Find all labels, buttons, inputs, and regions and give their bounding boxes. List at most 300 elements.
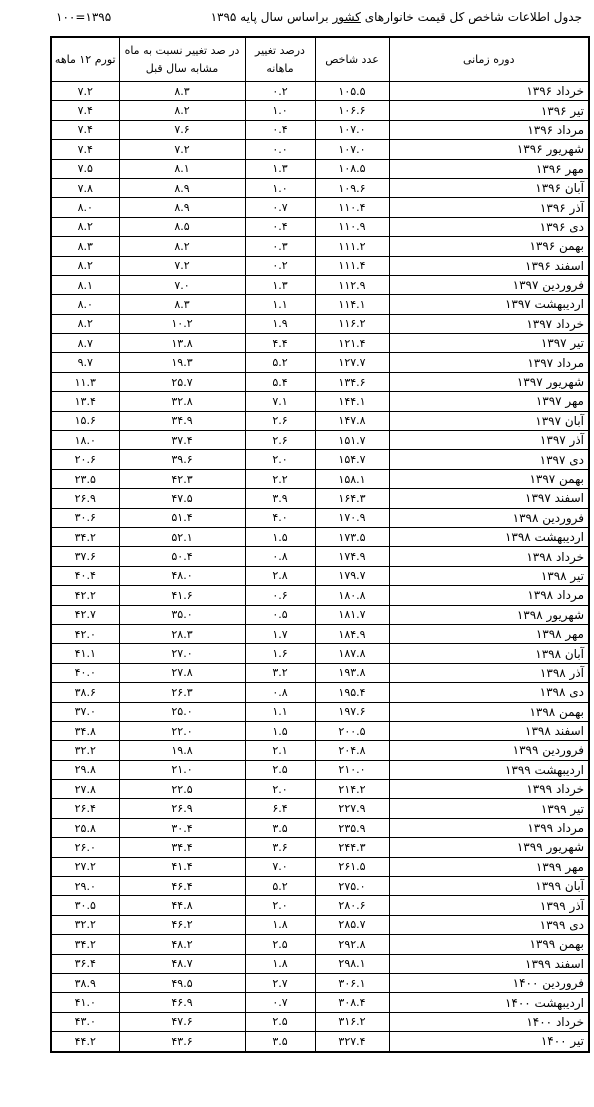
cell-index: ۱۲۷.۷	[315, 353, 389, 372]
cell-period: فروردین ۱۳۹۸	[389, 508, 589, 527]
cell-monthly-change: ۱.۳	[245, 275, 315, 294]
cell-index: ۱۰۵.۵	[315, 82, 389, 101]
cell-monthly-change: ۲.۰	[245, 780, 315, 799]
cell-inflation-12m: ۳۲.۲	[51, 915, 119, 934]
cell-monthly-change: ۵.۴	[245, 372, 315, 391]
cell-period: بهمن ۱۳۹۸	[389, 702, 589, 721]
title-part-1: جدول اطلاعات شاخص کل قیمت خانوارهای	[360, 10, 582, 24]
cell-inflation-12m: ۴۰.۴	[51, 566, 119, 585]
cell-monthly-change: ۱.۸	[245, 915, 315, 934]
cell-index: ۱۱۲.۹	[315, 275, 389, 294]
cell-index: ۱۹۷.۶	[315, 702, 389, 721]
cell-period: تیر ۱۳۹۷	[389, 334, 589, 353]
cell-monthly-change: ۰.۳	[245, 237, 315, 256]
header-period: دوره زمانی	[389, 37, 589, 82]
cell-index: ۱۱۱.۴	[315, 256, 389, 275]
cell-yoy-change: ۲۵.۷	[119, 372, 245, 391]
cell-inflation-12m: ۴۲.۰	[51, 624, 119, 643]
cell-inflation-12m: ۲۹.۰	[51, 877, 119, 896]
cell-index: ۲۲۷.۹	[315, 799, 389, 818]
cell-monthly-change: ۰.۲	[245, 82, 315, 101]
cell-monthly-change: ۲.۰	[245, 450, 315, 469]
table-row	[51, 392, 589, 411]
cell-period: خرداد ۱۳۹۹	[389, 780, 589, 799]
table-row	[51, 431, 589, 450]
cell-monthly-change: ۵.۲	[245, 877, 315, 896]
table-row	[51, 353, 589, 372]
cell-inflation-12m: ۴۳.۰	[51, 1012, 119, 1031]
cell-monthly-change: ۱.۳	[245, 159, 315, 178]
cell-period: مرداد ۱۳۹۹	[389, 818, 589, 837]
cell-index: ۲۱۰.۰	[315, 760, 389, 779]
cell-period: تیر ۱۳۹۹	[389, 799, 589, 818]
cell-period: آبان ۱۳۹۸	[389, 644, 589, 663]
cell-yoy-change: ۸.۳	[119, 82, 245, 101]
cell-inflation-12m: ۸.۰	[51, 295, 119, 314]
cell-period: بهمن ۱۳۹۹	[389, 935, 589, 954]
cell-index: ۱۱۴.۱	[315, 295, 389, 314]
cell-monthly-change: ۲.۶	[245, 411, 315, 430]
cell-yoy-change: ۴۶.۴	[119, 877, 245, 896]
table-row	[51, 217, 589, 236]
title-part-3: براساس سال پایه ۱۳۹۵	[210, 10, 333, 24]
cell-monthly-change: ۱.۵	[245, 527, 315, 546]
cell-inflation-12m: ۹.۷	[51, 353, 119, 372]
cell-inflation-12m: ۴۱.۰	[51, 993, 119, 1012]
cell-yoy-change: ۸.۹	[119, 198, 245, 217]
cell-index: ۱۱۰.۹	[315, 217, 389, 236]
base-year-label: ۱۳۹۵=۱۰۰	[56, 10, 112, 24]
cell-monthly-change: ۲.۱	[245, 741, 315, 760]
cell-yoy-change: ۸.۲	[119, 237, 245, 256]
cell-period: آذر ۱۳۹۹	[389, 896, 589, 915]
cell-yoy-change: ۲۱.۰	[119, 760, 245, 779]
cell-yoy-change: ۵۲.۱	[119, 527, 245, 546]
cell-inflation-12m: ۴۰.۰	[51, 663, 119, 682]
cell-monthly-change: ۲.۲	[245, 469, 315, 488]
cell-inflation-12m: ۴۲.۲	[51, 586, 119, 605]
cell-monthly-change: ۳.۹	[245, 489, 315, 508]
table-row	[51, 663, 589, 682]
table-row	[51, 818, 589, 837]
table-row	[51, 547, 589, 566]
cell-index: ۱۷۳.۵	[315, 527, 389, 546]
table-title	[211, 10, 582, 24]
cell-inflation-12m: ۷.۴	[51, 101, 119, 120]
table-row	[51, 586, 589, 605]
cell-yoy-change: ۷.۶	[119, 120, 245, 139]
cell-yoy-change: ۳۴.۴	[119, 838, 245, 857]
cell-period: شهریور ۱۳۹۹	[389, 838, 589, 857]
cell-monthly-change: ۲.۵	[245, 760, 315, 779]
cell-yoy-change: ۸.۵	[119, 217, 245, 236]
cell-inflation-12m: ۲۳.۵	[51, 469, 119, 488]
cell-yoy-change: ۲۷.۸	[119, 663, 245, 682]
cell-period: اسفند ۱۳۹۷	[389, 489, 589, 508]
table-row	[51, 799, 589, 818]
cell-index: ۱۳۴.۶	[315, 372, 389, 391]
cell-index: ۱۹۵.۴	[315, 683, 389, 702]
cell-index: ۳۱۶.۲	[315, 1012, 389, 1031]
header-index: عدد شاخص	[315, 37, 389, 82]
cell-inflation-12m: ۲۰.۶	[51, 450, 119, 469]
cell-monthly-change: ۲.۸	[245, 566, 315, 585]
table-row	[51, 450, 589, 469]
cell-yoy-change: ۳۲.۸	[119, 392, 245, 411]
cell-index: ۲۸۰.۶	[315, 896, 389, 915]
cell-yoy-change: ۲۵.۰	[119, 702, 245, 721]
cell-monthly-change: ۱.۸	[245, 954, 315, 973]
cell-period: بهمن ۱۳۹۷	[389, 469, 589, 488]
table-row	[51, 877, 589, 896]
cell-monthly-change: ۱.۱	[245, 702, 315, 721]
cell-period: شهریور ۱۳۹۷	[389, 372, 589, 391]
cell-yoy-change: ۳۴.۹	[119, 411, 245, 430]
table-row	[51, 469, 589, 488]
cell-index: ۱۸۱.۷	[315, 605, 389, 624]
cell-yoy-change: ۴۱.۶	[119, 586, 245, 605]
cell-period: آذر ۱۳۹۷	[389, 431, 589, 450]
cell-period: اردیبهشت ۱۳۹۹	[389, 760, 589, 779]
cell-period: دی ۱۳۹۶	[389, 217, 589, 236]
cell-monthly-change: ۲.۷	[245, 973, 315, 992]
cell-monthly-change: ۰.۸	[245, 547, 315, 566]
cell-index: ۱۷۰.۹	[315, 508, 389, 527]
header-monthly-change: درصد تغییر ماهانه	[245, 37, 315, 82]
cell-inflation-12m: ۲۹.۸	[51, 760, 119, 779]
cell-yoy-change: ۳۹.۶	[119, 450, 245, 469]
cell-period: اردیبهشت ۱۴۰۰	[389, 993, 589, 1012]
cell-index: ۱۱۰.۴	[315, 198, 389, 217]
table-row	[51, 838, 589, 857]
cell-yoy-change: ۲۲.۵	[119, 780, 245, 799]
cell-period: خرداد ۱۳۹۶	[389, 82, 589, 101]
cell-index: ۱۸۴.۹	[315, 624, 389, 643]
table-row	[51, 566, 589, 585]
cell-monthly-change: ۱.۶	[245, 644, 315, 663]
cell-period: فروردین ۱۴۰۰	[389, 973, 589, 992]
cell-inflation-12m: ۳۸.۶	[51, 683, 119, 702]
cell-inflation-12m: ۸.۰	[51, 198, 119, 217]
cell-index: ۲۹۸.۱	[315, 954, 389, 973]
cell-index: ۱۵۱.۷	[315, 431, 389, 450]
table-row	[51, 508, 589, 527]
cell-period: مهر ۱۳۹۸	[389, 624, 589, 643]
cell-yoy-change: ۴۷.۶	[119, 1012, 245, 1031]
cell-yoy-change: ۴۸.۲	[119, 935, 245, 954]
cell-inflation-12m: ۲۷.۸	[51, 780, 119, 799]
cell-index: ۱۰۷.۰	[315, 140, 389, 159]
cell-monthly-change: ۷.۱	[245, 392, 315, 411]
table-row	[51, 683, 589, 702]
cell-inflation-12m: ۴۲.۷	[51, 605, 119, 624]
cell-monthly-change: ۰.۲	[245, 256, 315, 275]
cell-period: اسفند ۱۳۹۶	[389, 256, 589, 275]
table-row	[51, 411, 589, 430]
cell-inflation-12m: ۸.۱	[51, 275, 119, 294]
table-row	[51, 857, 589, 876]
cell-yoy-change: ۴۷.۵	[119, 489, 245, 508]
table-row	[51, 954, 589, 973]
cell-period: اردیبهشت ۱۳۹۷	[389, 295, 589, 314]
cell-monthly-change: ۱.۹	[245, 314, 315, 333]
table-row	[51, 237, 589, 256]
table-row	[51, 256, 589, 275]
cell-period: شهریور ۱۳۹۶	[389, 140, 589, 159]
cell-monthly-change: ۶.۴	[245, 799, 315, 818]
table-row	[51, 489, 589, 508]
table-row	[51, 295, 589, 314]
cell-index: ۳۲۷.۴	[315, 1032, 389, 1052]
cell-index: ۲۰۰.۵	[315, 721, 389, 740]
cell-monthly-change: ۲.۵	[245, 1012, 315, 1031]
cpi-table	[50, 36, 590, 1053]
table-row	[51, 101, 589, 120]
cell-index: ۱۴۷.۸	[315, 411, 389, 430]
cell-monthly-change: ۴.۴	[245, 334, 315, 353]
table-row	[51, 702, 589, 721]
cell-yoy-change: ۵۰.۴	[119, 547, 245, 566]
cell-period: اسفند ۱۳۹۹	[389, 954, 589, 973]
table-row	[51, 780, 589, 799]
cell-inflation-12m: ۳۰.۶	[51, 508, 119, 527]
cell-yoy-change: ۱۹.۸	[119, 741, 245, 760]
cell-period: اردیبهشت ۱۳۹۸	[389, 527, 589, 546]
cell-period: آبان ۱۳۹۹	[389, 877, 589, 896]
cell-yoy-change: ۲۶.۳	[119, 683, 245, 702]
cell-period: خرداد ۱۳۹۸	[389, 547, 589, 566]
table-row	[51, 82, 589, 101]
table-row	[51, 275, 589, 294]
cell-inflation-12m: ۳۲.۲	[51, 741, 119, 760]
cell-inflation-12m: ۳۴.۸	[51, 721, 119, 740]
cell-yoy-change: ۷.۲	[119, 140, 245, 159]
cell-inflation-12m: ۱۳.۴	[51, 392, 119, 411]
cell-yoy-change: ۴۲.۳	[119, 469, 245, 488]
cell-period: آذر ۱۳۹۶	[389, 198, 589, 217]
cell-monthly-change: ۰.۴	[245, 217, 315, 236]
cell-monthly-change: ۰.۰	[245, 140, 315, 159]
cell-period: مهر ۱۳۹۶	[389, 159, 589, 178]
table-row	[51, 935, 589, 954]
cell-period: مهر ۱۳۹۹	[389, 857, 589, 876]
cell-yoy-change: ۸.۲	[119, 101, 245, 120]
cell-index: ۱۵۴.۷	[315, 450, 389, 469]
cell-index: ۲۹۲.۸	[315, 935, 389, 954]
table-row	[51, 178, 589, 197]
cell-index: ۱۰۶.۶	[315, 101, 389, 120]
cell-inflation-12m: ۲۶.۰	[51, 838, 119, 857]
cell-inflation-12m: ۷.۴	[51, 140, 119, 159]
cell-yoy-change: ۴۸.۷	[119, 954, 245, 973]
table-row	[51, 314, 589, 333]
cell-monthly-change: ۰.۶	[245, 586, 315, 605]
cell-monthly-change: ۲.۵	[245, 935, 315, 954]
cell-yoy-change: ۷.۰	[119, 275, 245, 294]
cell-period: آبان ۱۳۹۶	[389, 178, 589, 197]
header-inflation-12m: تورم ۱۲ ماهه	[51, 37, 119, 82]
cell-yoy-change: ۲۲.۰	[119, 721, 245, 740]
cell-index: ۱۰۸.۵	[315, 159, 389, 178]
cell-inflation-12m: ۱۸.۰	[51, 431, 119, 450]
table-row	[51, 527, 589, 546]
cell-index: ۲۴۴.۳	[315, 838, 389, 857]
cell-period: تیر ۱۴۰۰	[389, 1032, 589, 1052]
cell-yoy-change: ۱۰.۲	[119, 314, 245, 333]
cell-monthly-change: ۱.۰	[245, 178, 315, 197]
cell-inflation-12m: ۳۰.۵	[51, 896, 119, 915]
cell-index: ۲۳۵.۹	[315, 818, 389, 837]
cell-yoy-change: ۱۹.۳	[119, 353, 245, 372]
cell-yoy-change: ۷.۲	[119, 256, 245, 275]
cell-index: ۱۷۹.۷	[315, 566, 389, 585]
cell-index: ۱۰۹.۶	[315, 178, 389, 197]
cell-inflation-12m: ۸.۲	[51, 314, 119, 333]
cell-monthly-change: ۰.۸	[245, 683, 315, 702]
table-body	[51, 82, 589, 1052]
cell-monthly-change: ۰.۵	[245, 605, 315, 624]
cell-inflation-12m: ۳۴.۲	[51, 935, 119, 954]
cell-period: شهریور ۱۳۹۸	[389, 605, 589, 624]
cell-yoy-change: ۳۰.۴	[119, 818, 245, 837]
cell-yoy-change: ۴۶.۲	[119, 915, 245, 934]
cell-index: ۱۴۴.۱	[315, 392, 389, 411]
cell-yoy-change: ۲۸.۳	[119, 624, 245, 643]
cell-yoy-change: ۲۶.۹	[119, 799, 245, 818]
table-row	[51, 1032, 589, 1052]
cell-period: تیر ۱۳۹۸	[389, 566, 589, 585]
cell-monthly-change: ۱.۱	[245, 295, 315, 314]
cell-inflation-12m: ۳۷.۰	[51, 702, 119, 721]
cell-inflation-12m: ۲۶.۴	[51, 799, 119, 818]
cell-index: ۱۱۱.۲	[315, 237, 389, 256]
table-row	[51, 973, 589, 992]
cell-inflation-12m: ۳۷.۶	[51, 547, 119, 566]
cell-index: ۱۰۷.۰	[315, 120, 389, 139]
table-row	[51, 896, 589, 915]
table-row	[51, 372, 589, 391]
cell-inflation-12m: ۷.۸	[51, 178, 119, 197]
cell-index: ۲۶۱.۵	[315, 857, 389, 876]
cell-index: ۱۱۶.۲	[315, 314, 389, 333]
cell-monthly-change: ۱.۷	[245, 624, 315, 643]
cell-period: خرداد ۱۳۹۷	[389, 314, 589, 333]
cell-index: ۲۷۵.۰	[315, 877, 389, 896]
cell-yoy-change: ۴۸.۰	[119, 566, 245, 585]
cell-inflation-12m: ۸.۳	[51, 237, 119, 256]
cell-period: دی ۱۳۹۸	[389, 683, 589, 702]
table-row	[51, 334, 589, 353]
cell-monthly-change: ۰.۷	[245, 198, 315, 217]
title-part-2: کشور	[332, 10, 361, 24]
cell-index: ۳۰۸.۴	[315, 993, 389, 1012]
cell-yoy-change: ۴۴.۸	[119, 896, 245, 915]
cell-inflation-12m: ۸.۷	[51, 334, 119, 353]
header-yoy-change: در صد تغییر نسبت به ماه مشابه سال قبل	[119, 37, 245, 82]
cell-period: آبان ۱۳۹۷	[389, 411, 589, 430]
cell-monthly-change: ۰.۴	[245, 120, 315, 139]
cell-inflation-12m: ۸.۲	[51, 256, 119, 275]
cell-inflation-12m: ۷.۵	[51, 159, 119, 178]
cell-inflation-12m: ۴۱.۱	[51, 644, 119, 663]
cell-period: اسفند ۱۳۹۸	[389, 721, 589, 740]
cell-index: ۱۵۸.۱	[315, 469, 389, 488]
cell-inflation-12m: ۱۵.۶	[51, 411, 119, 430]
cell-inflation-12m: ۷.۲	[51, 82, 119, 101]
cell-monthly-change: ۱.۰	[245, 101, 315, 120]
cell-yoy-change: ۴۹.۵	[119, 973, 245, 992]
cell-yoy-change: ۳۷.۴	[119, 431, 245, 450]
cell-inflation-12m: ۲۶.۹	[51, 489, 119, 508]
cell-yoy-change: ۸.۹	[119, 178, 245, 197]
cell-inflation-12m: ۳۴.۲	[51, 527, 119, 546]
cell-inflation-12m: ۱۱.۳	[51, 372, 119, 391]
cell-period: دی ۱۳۹۷	[389, 450, 589, 469]
table-row	[51, 159, 589, 178]
table-row	[51, 624, 589, 643]
table-row	[51, 120, 589, 139]
cell-period: مرداد ۱۳۹۸	[389, 586, 589, 605]
cell-index: ۲۱۴.۲	[315, 780, 389, 799]
table-row	[51, 760, 589, 779]
cell-yoy-change: ۸.۱	[119, 159, 245, 178]
cell-monthly-change: ۳.۵	[245, 818, 315, 837]
cell-inflation-12m: ۴۴.۲	[51, 1032, 119, 1052]
table-row	[51, 741, 589, 760]
cell-index: ۱۸۷.۸	[315, 644, 389, 663]
cell-index: ۲۰۴.۸	[315, 741, 389, 760]
table-header-row	[51, 37, 589, 82]
cell-inflation-12m: ۸.۲	[51, 217, 119, 236]
cell-monthly-change: ۳.۶	[245, 838, 315, 857]
cell-yoy-change: ۸.۳	[119, 295, 245, 314]
table-row	[51, 915, 589, 934]
cell-period: تیر ۱۳۹۶	[389, 101, 589, 120]
cell-yoy-change: ۵۱.۴	[119, 508, 245, 527]
table-row	[51, 198, 589, 217]
cell-monthly-change: ۴.۰	[245, 508, 315, 527]
cell-period: مهر ۱۳۹۷	[389, 392, 589, 411]
cell-monthly-change: ۵.۲	[245, 353, 315, 372]
cell-monthly-change: ۲.۰	[245, 896, 315, 915]
cell-yoy-change: ۴۱.۴	[119, 857, 245, 876]
cell-period: مرداد ۱۳۹۷	[389, 353, 589, 372]
cell-yoy-change: ۳۵.۰	[119, 605, 245, 624]
cell-period: بهمن ۱۳۹۶	[389, 237, 589, 256]
cell-inflation-12m: ۲۵.۸	[51, 818, 119, 837]
cell-period: خرداد ۱۴۰۰	[389, 1012, 589, 1031]
cell-yoy-change: ۱۳.۸	[119, 334, 245, 353]
cell-index: ۱۸۰.۸	[315, 586, 389, 605]
cell-monthly-change: ۲.۶	[245, 431, 315, 450]
table-row	[51, 1012, 589, 1031]
cell-monthly-change: ۳.۵	[245, 1032, 315, 1052]
cell-inflation-12m: ۲۷.۲	[51, 857, 119, 876]
table-row	[51, 140, 589, 159]
cell-index: ۱۹۳.۸	[315, 663, 389, 682]
cell-index: ۲۸۵.۷	[315, 915, 389, 934]
cell-period: آذر ۱۳۹۸	[389, 663, 589, 682]
cell-monthly-change: ۷.۰	[245, 857, 315, 876]
table-row	[51, 644, 589, 663]
cell-period: فروردین ۱۳۹۷	[389, 275, 589, 294]
cell-yoy-change: ۴۶.۹	[119, 993, 245, 1012]
table-row	[51, 605, 589, 624]
cell-period: دی ۱۳۹۹	[389, 915, 589, 934]
cell-period: مرداد ۱۳۹۶	[389, 120, 589, 139]
cell-inflation-12m: ۳۸.۹	[51, 973, 119, 992]
cell-inflation-12m: ۳۶.۴	[51, 954, 119, 973]
